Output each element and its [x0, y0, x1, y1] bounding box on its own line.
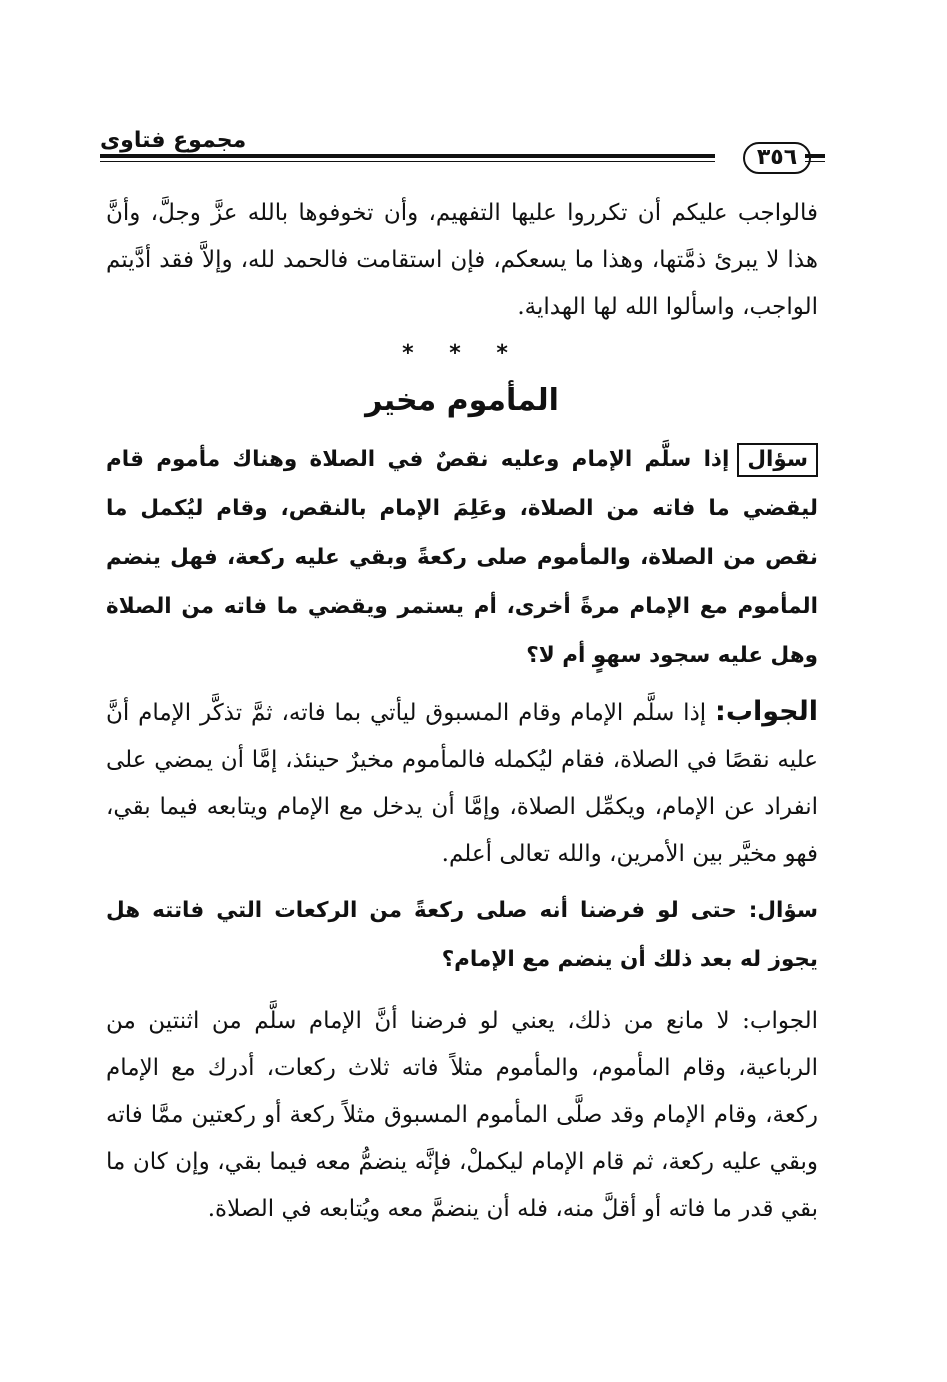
- header-rule-thin: [100, 161, 715, 162]
- section-separator: * * *: [402, 341, 522, 366]
- question-1: [106, 435, 818, 680]
- page-content: [106, 190, 818, 1233]
- intro-paragraph: فالواجب عليكم أن تكرروا عليها التفهيم، وأن تخوفوها بالله عزَّ وجلَّ، وأنَّ هذا لا يبرئ ذمَّتها، وهذا ما يسعكم، فإن استقامت فالحمد لله، وإلاَّ فقد أدَّيتم الواجب، واسألوا الله لها الهداية.: [106, 200, 818, 320]
- page-number: ٣٥٦: [743, 142, 811, 174]
- question-label-box: سؤال: [737, 443, 818, 477]
- page-number-frame: [729, 140, 825, 176]
- answer-2: الجواب: لا مانع من ذلك، يعني لو فرضنا أنَّ الإمام سلَّم من اثنتين من الرباعية، وقام المأموم، والمأموم مثلاً فاته ثلاث ركعات، أدرك مع الإمام ركعة، وقام الإمام وقد صلَّى المأموم المسبوق مثلاً ركعة أو ركعتين ممَّا فاته وبقي عليه ركعة، ثم قام الإمام ليكملْ، فإنَّه ينضمُّ معه فيما بقي، وإن كان ما بقي قدر ما فاته أو أقلَّ منه، فله أن ينضمَّ معه ويُتابعه في الصلاة.: [106, 1008, 818, 1222]
- question-1-text: إذا سلَّم الإمام وعليه نقصٌ في الصلاة وهناك مأموم قام ليقضي ما فاته من الصلاة، وعَلِمَ الإمام بالنقص، وقام ليُكمل ما نقص من الصلاة، والمأموم صلى ركعةً وبقي عليه ركعة، فهل ينضم المأموم مع الإمام مرةً أخرى، أم يستمر ويقضي ما فاته من الصلاة وهل عليه سجود سهوٍ أم لا؟: [106, 447, 818, 668]
- section-title: المأموم مخير: [365, 383, 559, 418]
- header-rule-right-thin: [805, 161, 825, 162]
- book-title: مجموع فتاوى: [100, 128, 247, 153]
- question-2: سؤال: حتى لو فرضنا أنه صلى ركعةً من الركعات التي فاتته هل يجوز له بعد ذلك أن ينضم مع الإمام؟: [106, 898, 818, 972]
- answer-1: [106, 688, 818, 878]
- answer-1-text: إذا سلَّم الإمام وقام المسبوق ليأتي بما فاته، ثمَّ تذكَّر الإمام أنَّ عليه نقصًا في الصلاة، فقام ليُكمله فالمأموم مخيرٌ حينئذ، إمَّا أن يمضي على انفراد عن الإمام، ويكمِّل الصلاة، وإمَّا أن يدخل مع الإمام ويتابعه فيما بقي، فهو مخيَّر بين الأمرين، والله تعالى أعلم.: [106, 700, 818, 867]
- header-rule-right-thick: [805, 154, 825, 158]
- answer-1-label: الجواب:: [715, 696, 818, 727]
- header-rule-thick: [100, 154, 715, 158]
- page-header: [100, 128, 825, 178]
